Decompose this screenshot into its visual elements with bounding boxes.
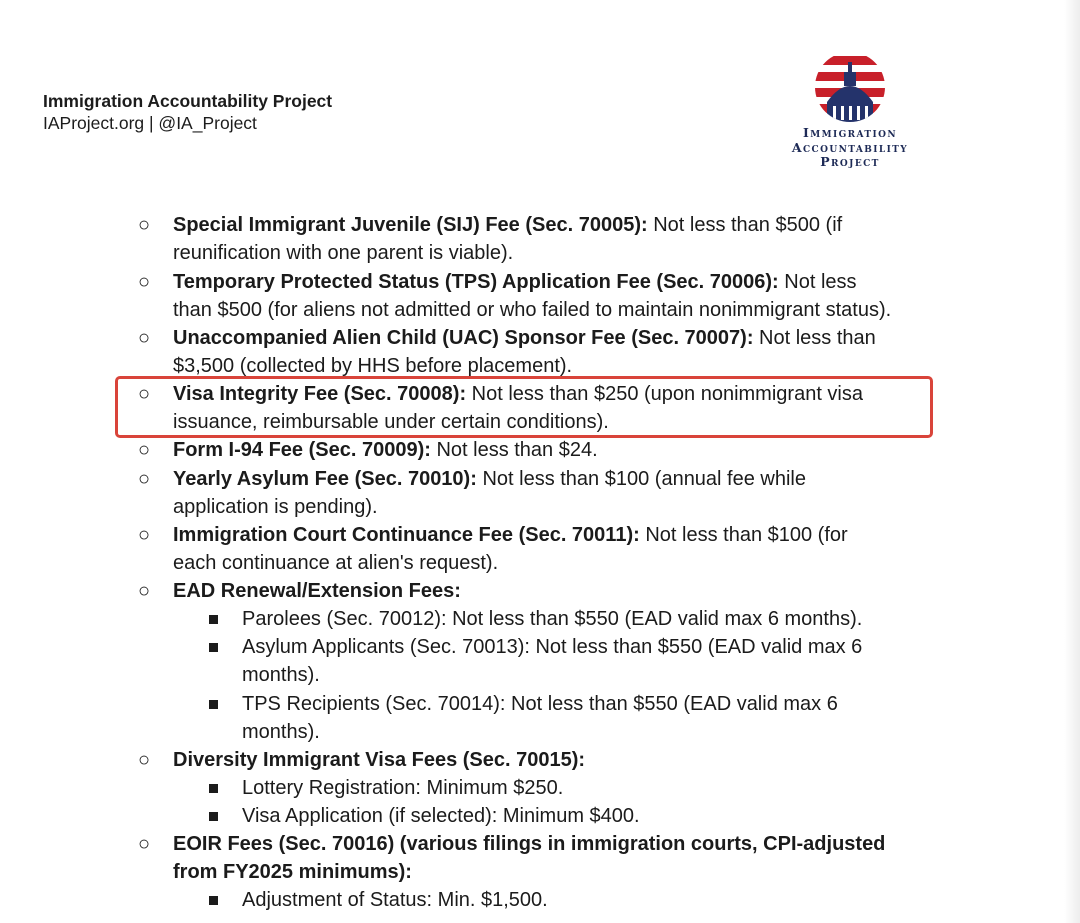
circle-bullet-icon: ○ — [137, 833, 151, 855]
list-item — [137, 268, 953, 324]
page-edge-shadow — [1064, 0, 1080, 923]
item-title: Immigration Court Continuance Fee (Sec. 70011): — [173, 524, 640, 546]
circle-bullet-icon: ○ — [137, 327, 151, 349]
item-title: Yearly Asylum Fee (Sec. 70010): — [173, 468, 477, 490]
item-title: EOIR Fees (Sec. 70016) (various filings in immigration courts, CPI-adjusted — [173, 833, 886, 855]
org-name: Immigration Accountability Project — [43, 91, 333, 111]
sub-item-text: Adjustment of Status: Min. $1,500. — [242, 889, 548, 911]
sub-list-item — [242, 605, 942, 633]
square-bullet-icon — [209, 643, 218, 652]
item-title-cont: from FY2025 minimums): — [173, 861, 412, 884]
logo-line-1: Immigration — [802, 125, 897, 140]
square-bullet-icon — [209, 896, 218, 905]
square-bullet-icon — [209, 812, 218, 821]
item-text: Not less — [778, 271, 857, 293]
sub-list-item — [242, 633, 942, 689]
circle-bullet-icon: ○ — [137, 580, 151, 602]
circle-bullet-icon: ○ — [137, 271, 151, 293]
item-text: Not less than — [753, 327, 876, 349]
item-text: Not less than $500 (if — [647, 214, 843, 236]
sub-item-text: Parolees (Sec. 70012): Not less than $550 (EAD valid max 6 months). — [242, 608, 863, 630]
logo-line-2: Accountability — [791, 139, 909, 155]
item-text-cont: $3,500 (collected by HHS before placement). — [173, 355, 573, 378]
sub-list-item — [242, 690, 942, 746]
item-title: Temporary Protected Status (TPS) Application Fee (Sec. 70006): — [173, 271, 779, 293]
item-text: Not less than $100 (annual fee while — [476, 468, 806, 490]
item-title: Visa Integrity Fee (Sec. 70008): — [173, 383, 467, 405]
org-logo — [770, 50, 930, 175]
list-item — [137, 521, 953, 577]
sub-list-item — [242, 802, 942, 830]
item-title: EAD Renewal/Extension Fees: — [173, 580, 461, 602]
item-text: Not less than $250 (upon nonimmigrant visa — [466, 383, 863, 405]
capitol-dome-icon — [813, 50, 887, 124]
logo-line-3: Project — [820, 154, 880, 169]
square-bullet-icon — [209, 700, 218, 709]
item-text-cont: each continuance at alien's request). — [173, 552, 499, 575]
item-title: Form I-94 Fee (Sec. 70009): — [173, 439, 431, 461]
sub-item-text: Lottery Registration: Minimum $250. — [242, 777, 564, 799]
item-title: Diversity Immigrant Visa Fees (Sec. 70015): — [173, 749, 586, 771]
item-text: Not less than $24. — [430, 439, 598, 461]
highlight-annotation-box — [115, 376, 933, 438]
list-item — [137, 211, 953, 267]
list-item — [137, 324, 953, 380]
list-item — [137, 436, 953, 464]
item-text-cont: issuance, reimbursable under certain conditions). — [173, 411, 609, 434]
item-text: Not less than $100 (for — [639, 524, 848, 546]
square-bullet-icon — [209, 784, 218, 793]
circle-bullet-icon: ○ — [137, 524, 151, 546]
list-item — [137, 746, 953, 774]
item-text-cont: reunification with one parent is viable). — [173, 242, 514, 265]
sub-list-item — [242, 774, 942, 802]
circle-bullet-icon: ○ — [137, 468, 151, 490]
circle-bullet-icon: ○ — [137, 439, 151, 461]
square-bullet-icon — [209, 615, 218, 624]
org-contact: IAProject.org | @IA_Project — [43, 113, 257, 133]
item-text-cont: application is pending). — [173, 496, 378, 519]
list-item — [137, 465, 953, 521]
sub-item-text: Asylum Applicants (Sec. 70013): Not less than $550 (EAD valid max 6 — [242, 636, 863, 658]
item-title: Unaccompanied Alien Child (UAC) Sponsor Fee (Sec. 70007): — [173, 327, 754, 349]
sub-item-text-cont: months). — [242, 664, 320, 687]
item-title: Special Immigrant Juvenile (SIJ) Fee (Sec. 70005): — [173, 214, 648, 236]
item-text-cont: than $500 (for aliens not admitted or who failed to maintain nonimmigrant status). — [173, 299, 892, 322]
sub-item-text-cont: months). — [242, 721, 320, 744]
list-item — [137, 830, 953, 886]
org-header — [43, 90, 332, 134]
circle-bullet-icon: ○ — [137, 214, 151, 236]
sub-list-item — [242, 886, 942, 914]
sub-item-text: TPS Recipients (Sec. 70014): Not less than $550 (EAD valid max 6 — [242, 693, 838, 715]
sub-item-text: Visa Application (if selected): Minimum $400. — [242, 805, 640, 827]
circle-bullet-icon: ○ — [137, 383, 151, 405]
list-item — [137, 577, 953, 605]
logo-wordmark — [770, 126, 930, 170]
circle-bullet-icon: ○ — [137, 749, 151, 771]
